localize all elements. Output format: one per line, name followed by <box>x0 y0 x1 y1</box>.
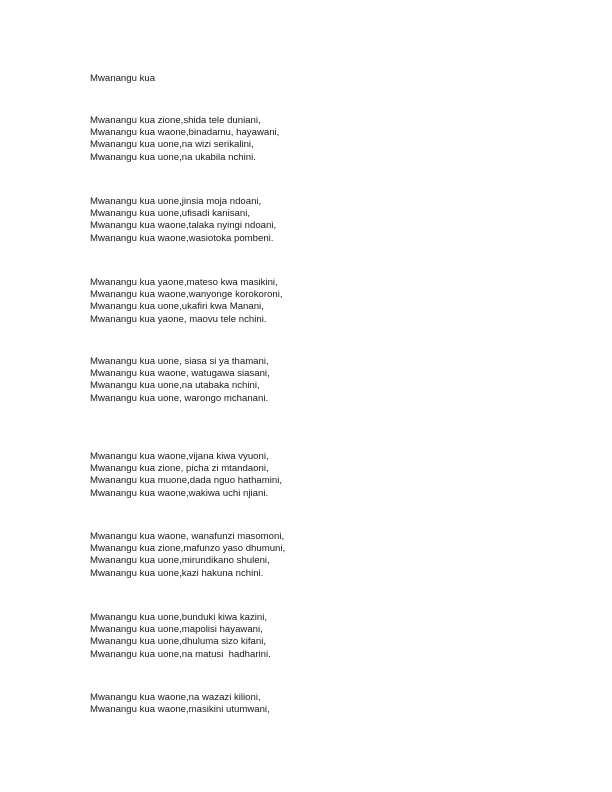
poem-line: Mwanangu kua waone, wanafunzi masomoni, <box>90 531 285 542</box>
poem-line: Mwanangu kua uone,na ukabila nchini. <box>90 151 256 163</box>
poem-line: Mwanangu kua waone,talaka nyingi ndoani, <box>90 220 277 232</box>
poem-line: Mwanangu kua uone,jinsia moja ndoani, <box>90 196 262 207</box>
stanza-8 <box>90 692 270 716</box>
poem-line: Mwanangu kua waone,wakiwa uchi njiani. <box>90 487 269 499</box>
poem-line: Mwanangu kua waone,binadamu, hayawani, <box>90 127 280 139</box>
poem-line: Mwanangu kua yaone, maovu tele nchini. <box>90 313 267 325</box>
stanza-2 <box>90 196 276 245</box>
poem-line: Mwanangu kua waone,vijana kiwa vyuoni, <box>90 451 269 462</box>
stanza-3 <box>90 277 283 326</box>
poem-line: Mwanangu kua uone,bunduki kiwa kazini, <box>90 612 268 623</box>
poem-line: Mwanangu kua uone,na matusi hadharini. <box>90 648 271 660</box>
poem-line: Mwanangu kua uone,kazi hakuna nchini. <box>90 567 264 579</box>
stanza-5 <box>90 451 282 500</box>
poem-line: Mwanangu kua muone,dada nguo hathamini, <box>90 475 283 487</box>
poem-line: Mwanangu kua waone,wasiotoka pombeni. <box>90 232 274 244</box>
poem-line: Mwanangu kua uone,na utabaka nchini, <box>90 380 260 392</box>
poem-line: Mwanangu kua uone, warongo mchanani. <box>90 392 269 404</box>
poem-line: Mwanangu kua uone,mirundikano shuleni, <box>90 555 270 567</box>
stanza-1 <box>90 115 279 164</box>
poem-line: Mwanangu kua uone,ufisadi kanisani, <box>90 208 251 220</box>
poem-line: Mwanangu kua zione,shida tele duniani, <box>90 115 261 126</box>
poem-title: Mwanangu kua <box>90 73 156 84</box>
poem-line: Mwanangu kua waone, watugawa siasani, <box>90 368 270 380</box>
poem-line: Mwanangu kua uone,na wizi serikalini, <box>90 139 254 151</box>
poem-line: Mwanangu kua zione, picha zi mtandaoni, <box>90 463 269 475</box>
poem-line: Mwanangu kua waone,masikini utumwani, <box>90 704 270 716</box>
stanza-6 <box>90 531 285 580</box>
poem-line: Mwanangu kua uone,dhuluma sizo kifani, <box>90 636 266 648</box>
poem-line: Mwanangu kua waone,wanyonge korokoroni, <box>90 289 283 301</box>
poem-line: Mwanangu kua yaone,mateso kwa masikini, <box>90 277 278 288</box>
poem-line: Mwanangu kua uone,mapolisi hayawani, <box>90 624 263 636</box>
stanza-7 <box>90 612 271 661</box>
poem-line: Mwanangu kua uone,ukafiri kwa Manani, <box>90 301 264 313</box>
poem-line: Mwanangu kua uone, siasa si ya thamani, <box>90 356 269 367</box>
stanza-4 <box>90 356 270 405</box>
poem-line: Mwanangu kua waone,na wazazi kilioni, <box>90 692 261 703</box>
poem-line: Mwanangu kua zione,mafunzo yaso dhumuni, <box>90 543 286 555</box>
